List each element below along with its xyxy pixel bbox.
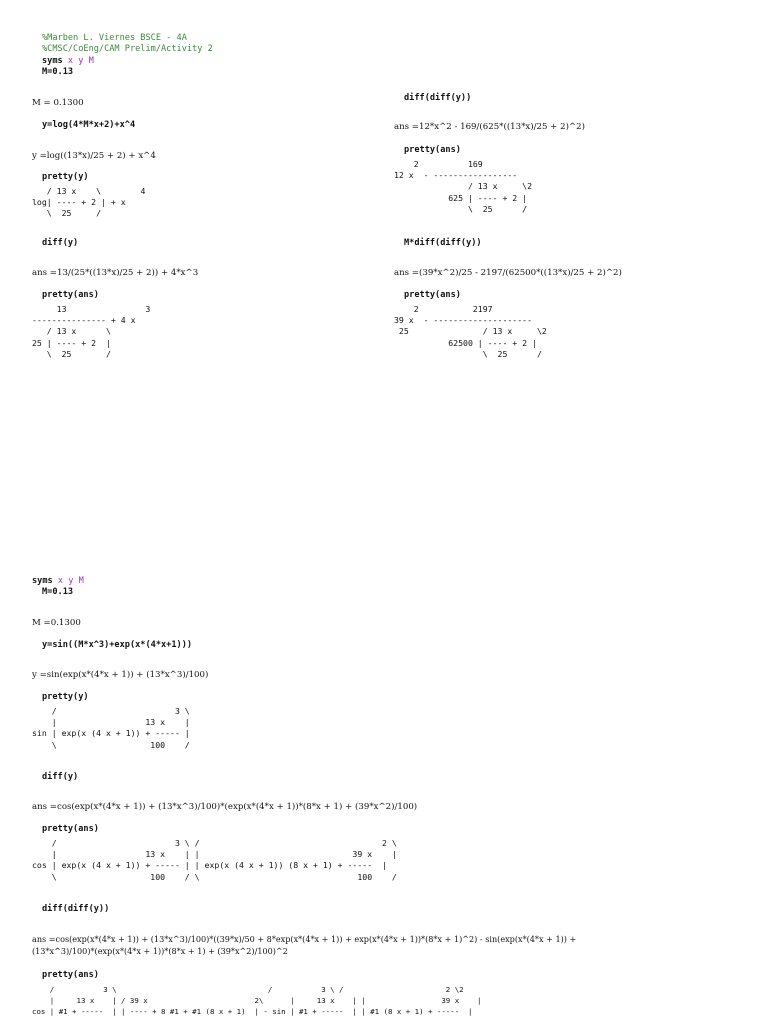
pretty-ans2-command: pretty(ans) — [404, 145, 461, 155]
diff-output: ans =13/(25*((13*x)/25 + 2)) + 4*x^3 — [32, 268, 199, 278]
diff-command-2: diff(y) — [42, 772, 79, 782]
comment-line-2: %CMSC/CoEng/CAM Prelim/Activity 2 — [42, 44, 213, 54]
mdiff2-output: ans =(39*x^2)/25 - 2197/(62500*((13*x)/25 + 2)^2) — [394, 268, 622, 278]
diff2-output-2-line1: ans =cos(exp(x*(4*x + 1)) + (13*x^3)/100)*((39*x)/50 + 8*exp(x*(4*x + 1)) + exp(x*(4*x + 1))*(8*x + 1)^2) - sin(exp(x*(4*x + 1)) + — [32, 934, 577, 944]
y-command-2: y=sin((M*x^3)+exp(x*(4*x+1))) — [42, 640, 193, 650]
pretty-y-output: / 13 x \ 4 log| ---- + 2 | + x \ 25 / — [32, 186, 146, 219]
pretty-diff2-output: 2 169 12 x - ----------------- / 13 x \2 625 | ---- + 2 | \ 25 / — [394, 159, 533, 214]
pretty-y-output-2: / 3 \ | 13 x | sin | exp(x (4 x + 1)) + ----- | \ 100 / — [32, 706, 190, 750]
m-output: M = 0.1300 — [32, 98, 84, 108]
pretty-ans-command: pretty(ans) — [42, 290, 99, 300]
pretty-y-command-2: pretty(y) — [42, 692, 89, 702]
mdiff2-command: M*diff(diff(y)) — [404, 238, 482, 248]
pretty-ans3-command: pretty(ans) — [404, 290, 461, 300]
pretty-ans2-command-2: pretty(ans) — [42, 970, 99, 980]
pretty-diff2-output-2: / 3 \ / 3 \ / 2 \2 | 13 x | / 39 x 2\ | 13 x | | 39 x | cos | #1 + ----- | | ---- + 8 #1 + #1 (8 x + 1) | - sin | #1 + ----- | | #1 (8 x + 1) + ----- | — [32, 985, 482, 1017]
pretty-ans-command-2: pretty(ans) — [42, 824, 99, 834]
diff-output-2: ans =cos(exp(x*(4*x + 1)) + (13*x^3)/100)*(exp(x*(4*x + 1))*(8*x + 1) + (39*x^2)/100) — [32, 802, 418, 812]
y-output-2: y =sin(exp(x*(4*x + 1)) + (13*x^3)/100) — [32, 670, 209, 680]
diff2-command: diff(diff(y)) — [404, 93, 472, 103]
pretty-y-command: pretty(y) — [42, 172, 89, 182]
syms-keyword: syms — [42, 56, 63, 66]
y-output: y =log((13*x)/25 + 2) + x^4 — [32, 151, 156, 161]
syms-command-2 — [32, 576, 84, 587]
pretty-diff-output-2: / 3 \ / 2 \ | 13 x | | 39 x | cos | exp(x (4 x + 1)) + ----- | | exp(x (4 x + 1)) (8 x + 1) + ----- | \ 100 / \ 100 / — [32, 838, 397, 882]
diff2-output-2-line2: (13*x^3)/100)*(exp(x*(4*x + 1))*(8*x + 1) + (39*x^2)/100)^2 — [32, 946, 288, 956]
comment-line-1: %Marben L. Viernes BSCE - 4A — [42, 33, 187, 43]
assign-command-2: M=0.13 — [42, 587, 74, 597]
diff2-output: ans =12*x^2 - 169/(625*((13*x)/25 + 2)^2) — [394, 122, 585, 132]
diff-command: diff(y) — [42, 238, 79, 248]
syms-command — [42, 56, 94, 67]
syms-variables: x y M — [62, 56, 94, 66]
pretty-mdiff2-output: 2 2197 39 x - -------------------- 25 / 13 x \2 62500 | ---- + 2 | \ 25 / — [394, 304, 547, 359]
syms-keyword-2: syms — [32, 576, 53, 586]
syms-variables-2: x y M — [52, 576, 84, 586]
y-command: y=log(4*M*x+2)+x^4 — [42, 120, 136, 130]
pretty-diff-output: 13 3 --------------- + 4 x / 13 x \ 25 | ---- + 2 | \ 25 / — [32, 304, 151, 359]
diff2-command-2: diff(diff(y)) — [42, 904, 110, 914]
assign-command: M=0.13 — [42, 67, 74, 77]
m-output-2: M =0.1300 — [32, 618, 81, 628]
